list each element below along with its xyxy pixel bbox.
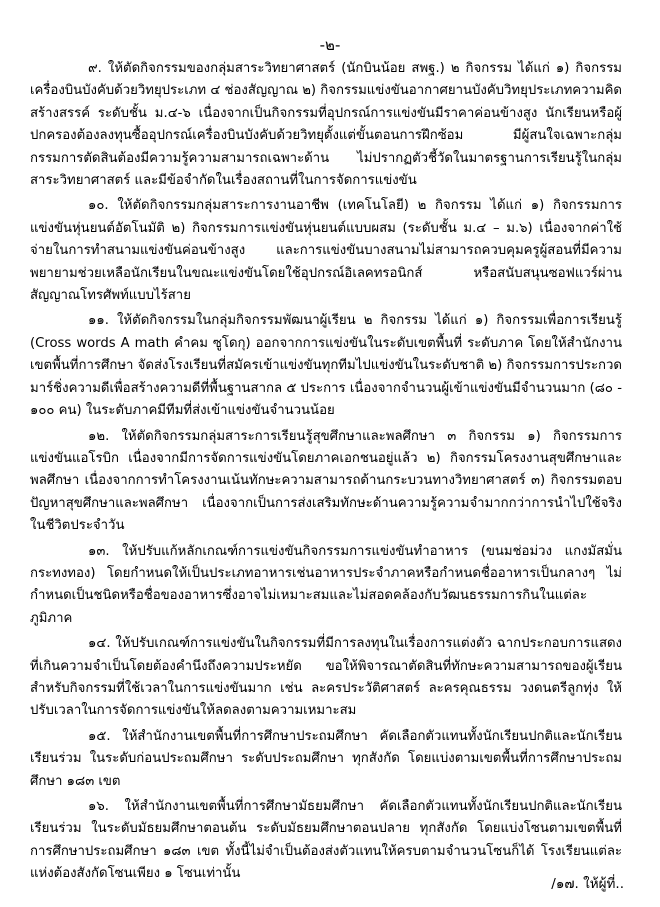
paragraph-item-16: ๑๖. ให้สำนักงานเขตพื้นที่การศึกษามัธยมศึกษา คัดเลือกตัวแทนทั้งนักเรียนปกติและนักเรียนเรียนร่วม ในระดับมัธยมศึกษาตอนต้น ระดับมัธยมศึกษาตอนปลาย ทุกสังกัด โดยแบ่งโซนตามเขตพื้นที่การศึกษาประถมศึกษา ๑๘๓ เขต ทั้งนี้ไม่จำเป็นต้องส่งตัวแทนให้ครบตามจำนวนโซนก็ได้ โรงเรียนแต่ละแห่งต้องสังกัดโซนเพียง ๑ โซนเท่านั้น [30, 799, 622, 882]
continuation-note: /๑๗. ให้ผู้ที่.. [551, 876, 624, 892]
paragraph-item-13: ๑๓. ให้ปรับแก้หลักเกณฑ์การแข่งขันกิจกรรมการแข่งขันทำอาหาร (ขนมช่อม่วง แกงมัสมั่น กระทงทอง) โดยกำหนดให้เป็นประเภทอาหารเช่นอาหารประจำภาคหรือกำหนดชื่ออาหารเป็นกลางๆ ไม่กำหนดเป็นชนิดหรือชื่อของอาหารซึ่งอาจไม่เหมาะสมและไม่สอดคล้องกับวัฒนธรรมการกินในแต่ละภูมิภาค [30, 543, 622, 626]
paragraph-item-14: ๑๔. ให้ปรับเกณฑ์การแข่งขันในกิจกรรมที่มีการลงทุนในเรื่องการแต่งตัว ฉากประกอบการแสดงที่เกินความจำเป็นโดยต้องคำนึงถึงความประหยัด ขอให้พิจารณาตัดสินที่ทักษะความสามารถของผู้เรียน สำหรับกิจกรรมที่ใช้เวลาในการแข่งขันมาก เช่น ละครประวัติศาสตร์ ละครคุณธรรม วงดนตรีลูกทุ่ง ให้ปรับเวลาในการจัดการแข่งขันให้ลดลงตามความเหมาะสม [30, 636, 622, 719]
paragraph-item-11: ๑๑. ให้ตัดกิจกรรมในกลุ่มกิจกรรมพัฒนาผู้เรียน ๒ กิจกรรม ได้แก่ ๑) กิจกรรมเพื่อการเรียนรู้ (Cross words A math คำคม ซูโดกุ) ออกจากการแข่งขันในระดับเขตพื้นที่ ระดับภาค โดยให้สำนักงานเขตพื้นที่การศึกษา จัดส่งโรงเรียนที่สมัครเข้าแข่งขันทุกทีมไปแข่งขันในระดับชาติ ๒) กิจกรรมการประกวดมาร์ชิ่งความดีเพื่อสร้างความดีที่พื้นฐานสากล ๕ ประการ เนื่องจากจำนวนผู้เข้าแข่งขันมีจำนวนมาก (๘๐ - ๑๐๐ คน) ในระดับภาคมีทีมที่ส่งเข้าแข่งขันจำนวนน้อย [30, 313, 622, 419]
page-number: -๒- [319, 36, 341, 54]
paragraph-item-9: ๙. ให้ตัดกิจกรรมของกลุ่มสาระวิทยาศาสตร์ (นักบินน้อย สพฐ.) ๒ กิจกรรม ได้แก่ ๑) กิจกรรมเครื่องบินบังคับด้วยวิทยุประเภท ๔ ช่องสัญญาณ ๒) กิจกรรมแข่งขันอากาศยานบังคับวิทยุประเภทความคิดสร้างสรรค์ ระดับชั้น ม.๔-๖ เนื่องจากเป็นกิจกรรมที่อุปกรณ์การแข่งขันมีราคาค่อนข้างสูง นักเรียนหรือผู้ปกครองต้องลงทุนซื้ออุปกรณ์เครื่องบินบังคับด้วยวิทยุตั้งแต่ขั้นตอนการฝึกซ้อม มีผู้สนใจเฉพาะกลุ่ม กรรมการตัดสินต้องมีความรู้ความสามารถเฉพาะด้าน ไม่ปรากฏตัวชี้วัดในมาตรฐานการเรียนรู้ในกลุ่มสาระวิทยาศาสตร์ และมีข้อจำกัดในเรื่องสถานที่ในการจัดการแข่งขัน [30, 61, 622, 189]
document-body [30, 58, 622, 889]
paragraph-item-10: ๑๐. ให้ตัดกิจกรรมกลุ่มสาระการงานอาชีพ (เทคโนโลยี) ๒ กิจกรรม ได้แก่ ๑) กิจกรรมการแข่งขันหุ่นยนต์อัตโนมัติ ๒) กิจกรรมการแข่งขันหุ่นยนต์แบบผสม (ระดับชั้น ม.๔ – ม.๖) เนื่องจากค่าใช้จ่ายในการทำสนามแข่งขันค่อนข้างสูง และการแข่งขันบางสนามไม่สามารถควบคุมครูผู้สอนที่มีความพยายามช่วยเหลือนักเรียนในขณะแข่งขันโดยใช้อุปกรณ์อิเลคทรอนิกส์ หรือสนับสนุนซอฟแวร์ผ่านสัญญาณโทรศัพท์แบบไร้สาย [30, 198, 622, 304]
paragraph-item-15: ๑๕. ให้สำนักงานเขตพื้นที่การศึกษาประถมศึกษา คัดเลือกตัวแทนทั้งนักเรียนปกติและนักเรียนเรียนร่วม ในระดับก่อนประถมศึกษา ระดับประถมศึกษา ทุกสังกัด โดยแบ่งตามเขตพื้นที่การศึกษาประถมศึกษา ๑๘๓ เขต [30, 728, 622, 789]
paragraph-item-12: ๑๒. ให้ตัดกิจกรรมกลุ่มสาระการเรียนรู้สุขศึกษาและพลศึกษา ๓ กิจกรรม ๑) กิจกรรมการแข่งขันแอโรบิก เนื่องจากมีการจัดการแข่งขันโดยภาคเอกชนอยู่แล้ว ๒) กิจกรรมโครงงานสุขศึกษาและพลศึกษา เนื่องจากการทำโครงงานเน้นทักษะความสามารถด้านกระบวนทางวิทยาศาสตร์ ๓) กิจกรรมตอบปัญหาสุขศึกษาและพลศึกษา เนื่องจากเป็นการส่งเสริมทักษะด้านความรู้ความจำมากกว่าการนำไปใช้จริงในชีวิตประจำวัน [30, 428, 622, 534]
